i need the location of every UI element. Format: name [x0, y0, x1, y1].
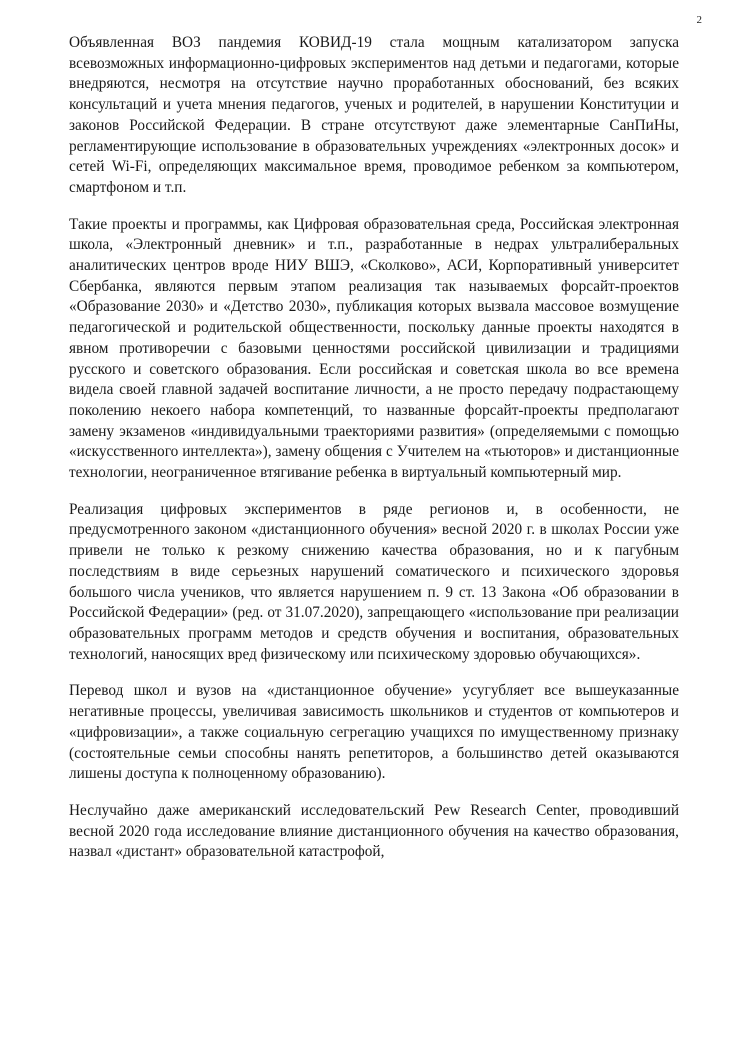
paragraph-covid-catalyst: Объявленная ВОЗ пандемия КОВИД-19 стала мощным катализатором запуска всевозможных информационно-цифровых экспериментов над детьми и педагогами, которые внедряются, несмотря на отсутствие научно проработанных обоснований, без всяких консультаций и учета мнения педагогов, ученых и родителей, в нарушении Конституции и законов Российской Федерации. В стране отсутствуют даже элементарные СанПиНы, регламентирующие использование в образовательных учреждениях «электронных досок» и сетей Wi-Fi, определяющих максимальное время, проводимое ребенком за компьютером, смартфоном и т.п.: [69, 34, 679, 196]
paragraph-distance-learning: Перевод школ и вузов на «дистанционное обучение» усугубляет все вышеуказанные негативные процессы, увеличивая зависимость школьников и студентов от компьютеров и «цифровизации», а также социальную сегрегацию учащихся по имущественному признаку (состоятельные семьи способны нанять репетиторов, а большинство детей оказываются лишены доступа к полноценному образованию).: [69, 682, 679, 783]
document-body: [69, 33, 679, 863]
paragraph-foresight-projects: Такие проекты и программы, как Цифровая образовательная среда, Российская электронная школа, «Электронный дневник» и т.п., разработанные в недрах ультралиберальных аналитических центров вроде НИУ ВШЭ, «Сколково», АСИ, Корпоративный университет Сбербанка, являются первым этапом реализация так называемых форсайт-проектов «Образование 2030» и «Детство 2030», публикация которых вызвала массовое возмущение педагогической и родительской общественности, поскольку данные проекты находятся в явном противоречии с базовыми ценностями российской цивилизации и традициями русского и советского образования. Если российская и советская школа во все времена видела своей главной задачей воспитание личности, а не просто передачу подрастающему поколению некоего набора компетенций, то названные форсайт-проекты предполагают замену экзаменов «индивидуальными траекториями развития» (определяемыми с помощью «искусственного интеллекта»), замену общения с Учителем на «тьюторов» и дистанционные технологии, неограниченное втягивание ребенка в виртуальный компьютерный мир.: [69, 215, 679, 482]
page-number: 2: [696, 14, 702, 26]
paragraph-pew-research: Неслучайно даже американский исследовательский Pew Research Center, проводивший весной 2020 года исследование влияние дистанционного обучения на качество образования, назвал «дистант» образовательной катастрофой,: [69, 801, 679, 861]
paragraph-digital-experiments: Реализация цифровых экспериментов в ряде регионов и, в особенности, не предусмотренного законом «дистанционного обучения» весной 2020 г. в школах России уже привели не только к резкому снижению качества образования, но и к пагубным последствиям в виде серьезных нарушений соматического и психического здоровья большого числа учеников, что является нарушением п. 9 ст. 13 Закона «Об образовании в Российской Федерации» (ред. от 31.07.2020), запрещающего «использование при реализации образовательных программ методов и средств обучения и воспитания, образовательных технологий, наносящих вред физическому или психическому здоровью обучающихся».: [69, 500, 679, 663]
